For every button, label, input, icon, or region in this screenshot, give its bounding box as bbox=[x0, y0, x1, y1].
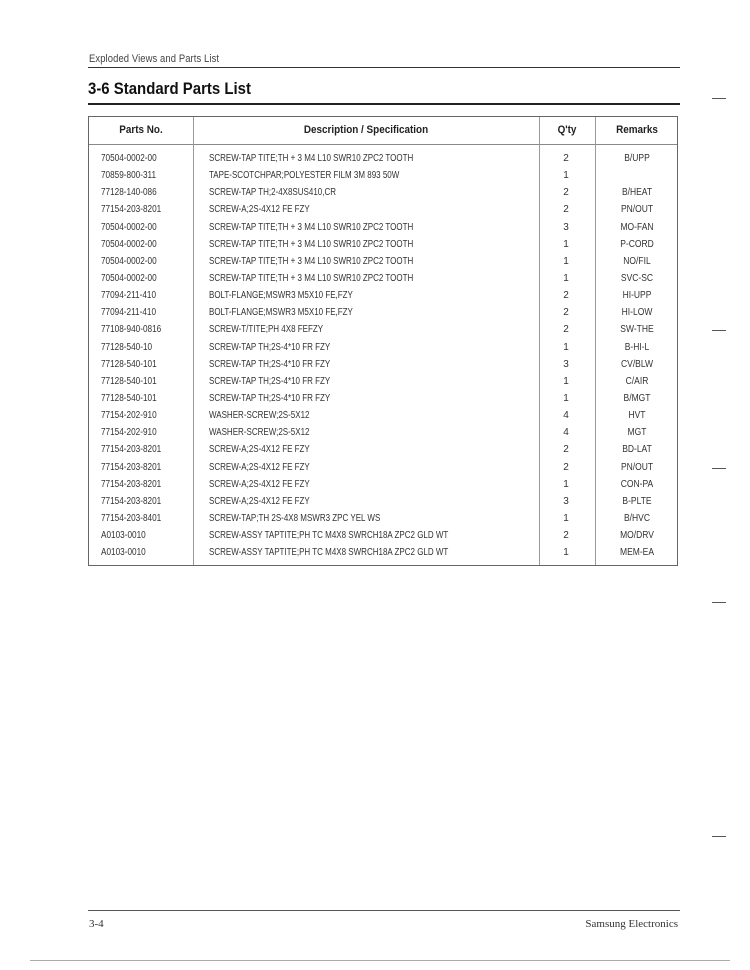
running-head: Exploded Views and Parts List bbox=[89, 53, 220, 65]
table-row bbox=[89, 476, 677, 493]
part-number-cell: 77128-140-086 bbox=[101, 187, 157, 199]
quantity-cell: 1 bbox=[563, 272, 569, 284]
remarks-cell: CV/BLW bbox=[621, 358, 653, 370]
remarks-cell: MO-FAN bbox=[620, 221, 654, 233]
table-row bbox=[89, 270, 677, 287]
description-cell: SCREW-TAP TH;2S-4*10 FR FZY bbox=[209, 375, 331, 387]
table-row bbox=[89, 219, 677, 236]
remarks-cell: P-CORD bbox=[620, 238, 654, 250]
table-row bbox=[89, 236, 677, 253]
quantity-cell: 2 bbox=[563, 324, 569, 336]
table-row bbox=[89, 184, 677, 201]
part-number-cell: 77154-203-8201 bbox=[101, 204, 162, 216]
remarks-cell: HI-LOW bbox=[621, 307, 653, 319]
quantity-cell: 2 bbox=[563, 187, 569, 199]
remarks-cell: MO/DRV bbox=[620, 530, 654, 542]
table-row bbox=[89, 150, 677, 167]
remarks-cell: MGT bbox=[627, 427, 647, 439]
table-row bbox=[89, 339, 677, 356]
quantity-cell: 2 bbox=[563, 530, 569, 542]
table-row bbox=[89, 356, 677, 373]
remarks-cell: SVC-SC bbox=[620, 272, 654, 284]
remarks-cell: B/HEAT bbox=[621, 187, 653, 199]
table-row bbox=[89, 287, 677, 304]
quantity-cell: 1 bbox=[563, 512, 569, 524]
part-number-cell: 77154-203-8201 bbox=[101, 444, 162, 456]
quantity-cell: 2 bbox=[563, 204, 569, 216]
remarks-cell: NO/FIL bbox=[623, 255, 651, 267]
margin-mark bbox=[712, 468, 726, 469]
remarks-cell: SW-THE bbox=[620, 324, 654, 336]
part-number-cell: 77094-211-410 bbox=[101, 290, 157, 302]
part-number-cell: 77128-540-101 bbox=[101, 392, 157, 404]
description-cell: SCREW-A;2S-4X12 FE FZY bbox=[209, 495, 310, 507]
part-number-cell: 70504-0002-00 bbox=[101, 153, 157, 164]
column-header-description: Description / Specification bbox=[303, 124, 429, 136]
remarks-cell: PN/OUT bbox=[620, 461, 654, 473]
table-row bbox=[89, 493, 677, 510]
description-cell: SCREW-TAP;TH 2S-4X8 MSWR3 ZPC YEL WS bbox=[209, 512, 381, 524]
table-row bbox=[89, 407, 677, 424]
table-row bbox=[89, 424, 677, 441]
part-number-cell: 70504-0002-00 bbox=[101, 255, 157, 267]
quantity-cell: 2 bbox=[563, 444, 569, 456]
part-number-cell: 77154-203-8201 bbox=[101, 461, 162, 473]
quantity-cell: 1 bbox=[563, 341, 569, 353]
quantity-cell: 1 bbox=[563, 392, 569, 404]
part-number-cell: A0103-0010 bbox=[101, 547, 146, 559]
part-number-cell: 77128-540-10 bbox=[101, 341, 153, 353]
table-row bbox=[89, 201, 677, 218]
quantity-cell: 2 bbox=[563, 290, 569, 302]
page-number: 3-4 bbox=[89, 918, 104, 930]
quantity-cell: 4 bbox=[563, 427, 569, 439]
quantity-cell: 2 bbox=[563, 153, 569, 164]
description-cell: SCREW-T/TITE;PH 4X8 FEFZY bbox=[209, 324, 324, 336]
section-title: 3-6 Standard Parts List bbox=[88, 79, 251, 98]
description-cell: SCREW-A;2S-4X12 FE FZY bbox=[209, 444, 310, 456]
part-number-cell: 70504-0002-00 bbox=[101, 221, 157, 233]
quantity-cell: 4 bbox=[563, 410, 569, 422]
table-row bbox=[89, 167, 677, 184]
quantity-cell: 1 bbox=[563, 238, 569, 250]
table-row bbox=[89, 253, 677, 270]
quantity-cell: 3 bbox=[563, 358, 569, 370]
remarks-cell: B/UPP bbox=[624, 153, 650, 164]
column-header-remarks: Remarks bbox=[616, 124, 658, 136]
part-number-cell: 70504-0002-00 bbox=[101, 272, 157, 284]
remarks-cell: B/MGT bbox=[623, 392, 651, 404]
remarks-cell: B-HI-L bbox=[624, 341, 650, 353]
table-rows bbox=[89, 150, 677, 561]
column-header-qty: Q'ty bbox=[557, 124, 577, 136]
description-cell: WASHER-SCREW;2S-5X12 bbox=[209, 427, 310, 439]
part-number-cell: 77108-940-0816 bbox=[101, 324, 162, 336]
quantity-cell: 2 bbox=[563, 461, 569, 473]
header-rule bbox=[88, 67, 680, 68]
title-rule bbox=[88, 103, 680, 105]
description-cell: SCREW-TAP TITE;TH + 3 M4 L10 SWR10 ZPC2 TOOTH bbox=[209, 238, 414, 250]
remarks-cell: B-PLTE bbox=[622, 495, 652, 507]
remarks-cell: BD-LAT bbox=[622, 444, 652, 456]
description-cell: TAPE-SCOTCHPAR;POLYESTER FILM 3M 893 50W bbox=[209, 170, 400, 182]
part-number-cell: 70859-800-311 bbox=[101, 170, 157, 182]
margin-mark bbox=[712, 98, 726, 99]
description-cell: SCREW-A;2S-4X12 FE FZY bbox=[209, 461, 310, 473]
description-cell: SCREW-ASSY TAPTITE;PH TC M4X8 SWRCH18A ZPC2 GLD WT bbox=[209, 530, 449, 542]
description-cell: BOLT-FLANGE;MSWR3 M5X10 FE,FZY bbox=[209, 307, 353, 319]
remarks-cell: HVT bbox=[628, 410, 646, 422]
remarks-cell: PN/OUT bbox=[620, 204, 654, 216]
publisher-name: Samsung Electronics bbox=[585, 918, 678, 930]
quantity-cell: 3 bbox=[563, 221, 569, 233]
page-bottom-edge bbox=[30, 960, 730, 961]
column-header-part-no: Parts No. bbox=[119, 124, 163, 136]
description-cell: SCREW-A;2S-4X12 FE FZY bbox=[209, 204, 310, 216]
table-row bbox=[89, 441, 677, 458]
table-row bbox=[89, 527, 677, 544]
description-cell: SCREW-TAP TITE;TH + 3 M4 L10 SWR10 ZPC2 TOOTH bbox=[209, 272, 414, 284]
description-cell: SCREW-TAP TITE;TH + 3 M4 L10 SWR10 ZPC2 TOOTH bbox=[209, 221, 414, 233]
table-row bbox=[89, 390, 677, 407]
quantity-cell: 2 bbox=[563, 307, 569, 319]
quantity-cell: 1 bbox=[563, 375, 569, 387]
part-number-cell: 77154-202-910 bbox=[101, 410, 157, 422]
quantity-cell: 1 bbox=[563, 255, 569, 267]
remarks-cell: HI-UPP bbox=[622, 290, 652, 302]
parts-table bbox=[88, 116, 678, 566]
description-cell: SCREW-TAP TH;2S-4*10 FR FZY bbox=[209, 341, 331, 353]
table-row bbox=[89, 304, 677, 321]
description-cell: SCREW-TAP TH;2S-4*10 FR FZY bbox=[209, 358, 331, 370]
description-cell: SCREW-ASSY TAPTITE;PH TC M4X8 SWRCH18A ZPC2 GLD WT bbox=[209, 547, 449, 559]
description-cell: SCREW-A;2S-4X12 FE FZY bbox=[209, 478, 310, 490]
quantity-cell: 1 bbox=[563, 478, 569, 490]
margin-mark bbox=[712, 836, 726, 837]
description-cell: WASHER-SCREW;2S-5X12 bbox=[209, 410, 310, 422]
description-cell: SCREW-TAP TITE;TH + 3 M4 L10 SWR10 ZPC2 TOOTH bbox=[209, 255, 414, 267]
margin-mark bbox=[712, 330, 726, 331]
table-row bbox=[89, 373, 677, 390]
part-number-cell: 77154-203-8201 bbox=[101, 478, 162, 490]
header-underline bbox=[89, 144, 677, 145]
part-number-cell: 77154-203-8201 bbox=[101, 495, 162, 507]
part-number-cell: 77154-202-910 bbox=[101, 427, 157, 439]
quantity-cell: 1 bbox=[563, 170, 569, 182]
remarks-cell: B/HVC bbox=[624, 512, 650, 524]
table-row bbox=[89, 321, 677, 338]
part-number-cell: A0103-0010 bbox=[101, 530, 146, 542]
remarks-cell: CON-PA bbox=[620, 478, 654, 490]
part-number-cell: 77154-203-8401 bbox=[101, 512, 162, 524]
description-cell: SCREW-TAP TH;2S-4*10 FR FZY bbox=[209, 392, 331, 404]
table-row bbox=[89, 544, 677, 561]
description-cell: SCREW-TAP TH;2-4X8SUS410,CR bbox=[209, 187, 337, 199]
quantity-cell: 1 bbox=[563, 547, 569, 559]
description-cell: BOLT-FLANGE;MSWR3 M5X10 FE,FZY bbox=[209, 290, 353, 302]
description-cell: SCREW-TAP TITE;TH + 3 M4 L10 SWR10 ZPC2 TOOTH bbox=[209, 153, 414, 164]
table-row bbox=[89, 510, 677, 527]
remarks-cell: C/AIR bbox=[625, 375, 649, 387]
table-row bbox=[89, 459, 677, 476]
part-number-cell: 77094-211-410 bbox=[101, 307, 157, 319]
margin-mark bbox=[712, 602, 726, 603]
part-number-cell: 77128-540-101 bbox=[101, 375, 157, 387]
quantity-cell: 3 bbox=[563, 495, 569, 507]
part-number-cell: 77128-540-101 bbox=[101, 358, 157, 370]
footer-rule bbox=[88, 910, 680, 911]
part-number-cell: 70504-0002-00 bbox=[101, 238, 157, 250]
remarks-cell: MEM-EA bbox=[620, 547, 654, 559]
